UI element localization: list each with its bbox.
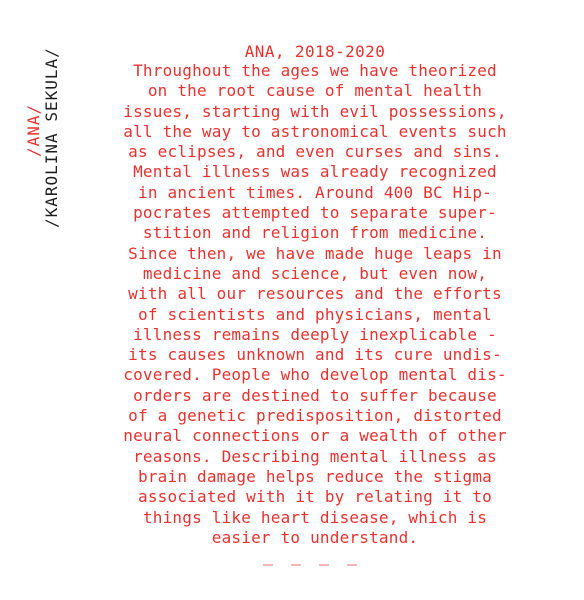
article-line: orders are destined to suffer because <box>133 385 497 405</box>
article-line: Since then, we have made huge leaps in <box>128 243 502 263</box>
article-line: of scientists and physicians, mental <box>138 304 492 324</box>
series-label: /ANA/ <box>24 103 43 157</box>
article-line: issues, starting with evil possessions, <box>123 101 507 121</box>
article-line: associated with it by relating it to <box>138 487 492 507</box>
article-line: medicine and science, but even now, <box>142 263 488 283</box>
article-line: with all our resources and the efforts <box>128 284 502 304</box>
article-body <box>110 61 520 548</box>
footer-mark <box>347 564 357 566</box>
article-line: stition and religion from medicine. <box>142 223 488 243</box>
footer-mark <box>291 564 301 566</box>
article-line: as eclipses, and even curses and sins. <box>128 142 502 162</box>
article-line: neural connections or a wealth of other <box>123 426 507 446</box>
article-line: things like heart disease, which is <box>142 507 488 527</box>
article-line: reasons. Describing mental illness as <box>133 446 497 466</box>
article-title: ANA, 2018-2020 <box>244 42 386 61</box>
article-line: in ancient times. Around 400 BC Hip- <box>138 182 492 202</box>
page-footer-marks <box>250 564 370 570</box>
article-line: all the way to astronomical events such <box>123 121 507 141</box>
sidebar <box>0 0 70 600</box>
article-line: Throughout the ages we have theorized <box>133 61 497 80</box>
article-line: pocrates attempted to separate super- <box>133 203 497 223</box>
footer-mark <box>319 564 329 566</box>
article-line: its causes unknown and its cure undis- <box>128 345 502 365</box>
article-line: of a genetic predisposition, distorted <box>128 406 502 426</box>
article-line: Mental illness was already recognized <box>133 162 497 182</box>
footer-mark <box>263 564 273 566</box>
article-line: easier to understand. <box>211 527 419 547</box>
article-line: illness remains deeply inexplicable - <box>133 324 497 344</box>
article-line: on the root cause of mental health <box>147 81 483 101</box>
author-label: /KAROLINA SEKULA/ <box>42 47 61 228</box>
article <box>110 42 520 548</box>
article-line: covered. People who develop mental dis- <box>123 365 507 385</box>
article-line: brain damage helps reduce the stigma <box>138 466 492 486</box>
